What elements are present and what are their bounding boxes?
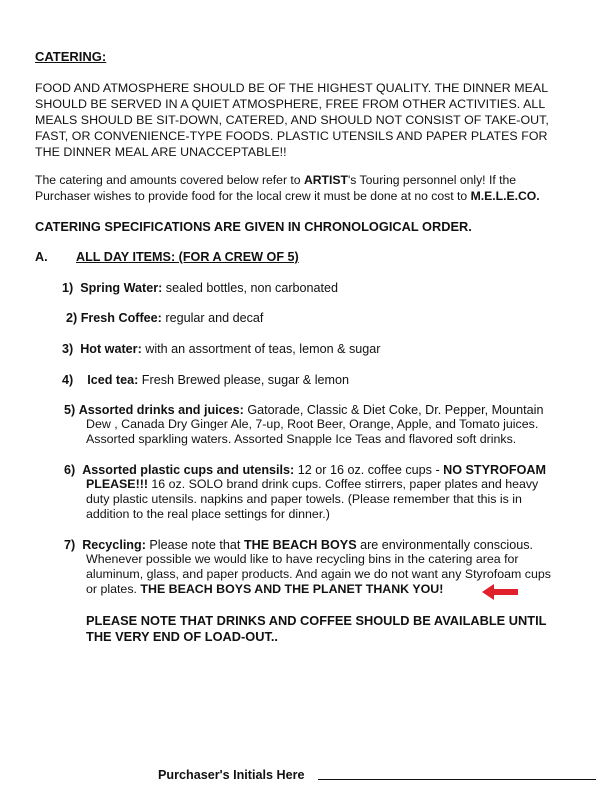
list-item bbox=[62, 372, 349, 388]
list-item bbox=[66, 310, 263, 326]
item-number: 1) bbox=[62, 281, 74, 295]
item-label: Assorted drinks and juices: bbox=[78, 403, 244, 417]
item-number: 6) bbox=[64, 463, 76, 477]
item-text: Fresh Brewed please, sugar & lemon bbox=[138, 373, 350, 387]
item-text: sealed bottles, non carbonated bbox=[162, 281, 339, 295]
list-item bbox=[64, 402, 543, 418]
intro-line: MEALS SHOULD BE SIT-DOWN, CATERED, AND SHOULD NOT CONSIST OF TAKE-OUT, bbox=[35, 113, 549, 127]
note-text: The catering and amounts covered below refer to bbox=[35, 173, 304, 187]
item-number: 2) bbox=[66, 311, 78, 325]
signature-label: Purchaser's Initials Here bbox=[158, 768, 305, 782]
list-item bbox=[62, 341, 380, 357]
item-label: Recycling: bbox=[82, 538, 146, 552]
list-item bbox=[64, 462, 546, 478]
list-item bbox=[64, 537, 533, 553]
intro-paragraph bbox=[35, 80, 549, 160]
note-text: Purchaser wishes to provide food for the local crew it must be done at no cost to bbox=[35, 189, 471, 203]
item-text-line bbox=[86, 582, 443, 598]
item-text-line: Dew , Canada Dry Ginger Ale, 7-up, Root Beer, Orange, Apple, and Tomato juices. bbox=[86, 417, 539, 431]
list-item bbox=[62, 280, 338, 296]
item-emphasis: NO STYROFOAM bbox=[443, 463, 546, 477]
item-label: Fresh Coffee: bbox=[80, 311, 162, 325]
company-name: M.E.L.E.CO. bbox=[470, 189, 540, 203]
intro-line: THE DINNER MEAL ARE UNACCEPTABLE!! bbox=[35, 145, 287, 159]
intro-line: SHOULD BE SERVED IN A QUIET ATMOSPHERE, FREE FROM OTHER ACTIVITIES. ALL bbox=[35, 97, 546, 111]
item-label: Hot water: bbox=[80, 342, 142, 356]
item-number: 3) bbox=[62, 342, 74, 356]
section-title: ALL DAY ITEMS: (FOR A CREW OF 5) bbox=[76, 250, 299, 264]
initials-line[interactable] bbox=[318, 779, 596, 780]
item-text-line: Assorted sparkling waters. Assorted Snapple Ice Teas and flavored soft drinks. bbox=[86, 432, 517, 446]
band-name: THE BEACH BOYS bbox=[243, 538, 357, 552]
note-line-2 bbox=[35, 188, 540, 204]
section-letter: A. bbox=[35, 250, 48, 264]
item-text: are environmentally conscious. bbox=[356, 538, 533, 552]
artist-label: ARTIST bbox=[303, 173, 348, 187]
item-text-line bbox=[86, 477, 538, 493]
item-text-line: addition to the real place settings for dinner.) bbox=[86, 507, 330, 521]
final-note-line: PLEASE NOTE THAT DRINKS AND COFFEE SHOULD BE AVAILABLE UNTIL bbox=[86, 613, 547, 628]
intro-line: FOOD AND ATMOSPHERE SHOULD BE OF THE HIGHEST QUALITY. THE DINNER MEAL bbox=[35, 81, 549, 95]
item-text: 12 or 16 oz. coffee cups - bbox=[294, 463, 444, 477]
item-text-line: aluminum, glass, and paper products. And again we do not want any Styrofoam cups bbox=[86, 567, 551, 581]
item-label: Iced tea: bbox=[87, 373, 139, 387]
item-text: 16 oz. SOLO brand drink cups. Coffee stirrers, paper plates and heavy bbox=[147, 477, 539, 491]
note-line-1 bbox=[35, 172, 516, 188]
item-number: 4) bbox=[62, 373, 74, 387]
item-label: Assorted plastic cups and utensils: bbox=[82, 463, 295, 477]
item-number: 5) bbox=[64, 403, 76, 417]
item-text-line: duty plastic utensils. napkins and paper towels. (Please remember that this is in bbox=[86, 492, 522, 506]
item-text: Please note that bbox=[145, 538, 244, 552]
final-note-line: THE VERY END OF LOAD-OUT.. bbox=[86, 629, 278, 644]
spec-heading: CATERING SPECIFICATIONS ARE GIVEN IN CHRONOLOGICAL ORDER. bbox=[35, 219, 472, 234]
item-text: Gatorade, Classic & Diet Coke, Dr. Pepper, Mountain bbox=[243, 403, 544, 417]
arrow-left-icon bbox=[480, 582, 520, 602]
item-text: regular and decaf bbox=[161, 311, 264, 325]
item-emphasis: PLEASE!!! bbox=[86, 477, 148, 491]
item-emphasis: THE BEACH BOYS AND THE PLANET THANK YOU! bbox=[140, 582, 444, 596]
note-text: 's Touring personnel only! If the bbox=[347, 173, 517, 187]
item-text: or plates. bbox=[86, 582, 141, 596]
item-text: with an assortment of teas, lemon & sugar bbox=[141, 342, 381, 356]
item-label: Spring Water: bbox=[80, 281, 163, 295]
item-text-line: Whenever possible we would like to have recycling bins in the catering area for bbox=[86, 552, 519, 566]
intro-line: FAST, OR CONVENIENCE-TYPE FOODS. PLASTIC UTENSILS AND PAPER PLATES FOR bbox=[35, 129, 548, 143]
catering-heading: CATERING: bbox=[35, 49, 107, 64]
item-number: 7) bbox=[64, 538, 76, 552]
